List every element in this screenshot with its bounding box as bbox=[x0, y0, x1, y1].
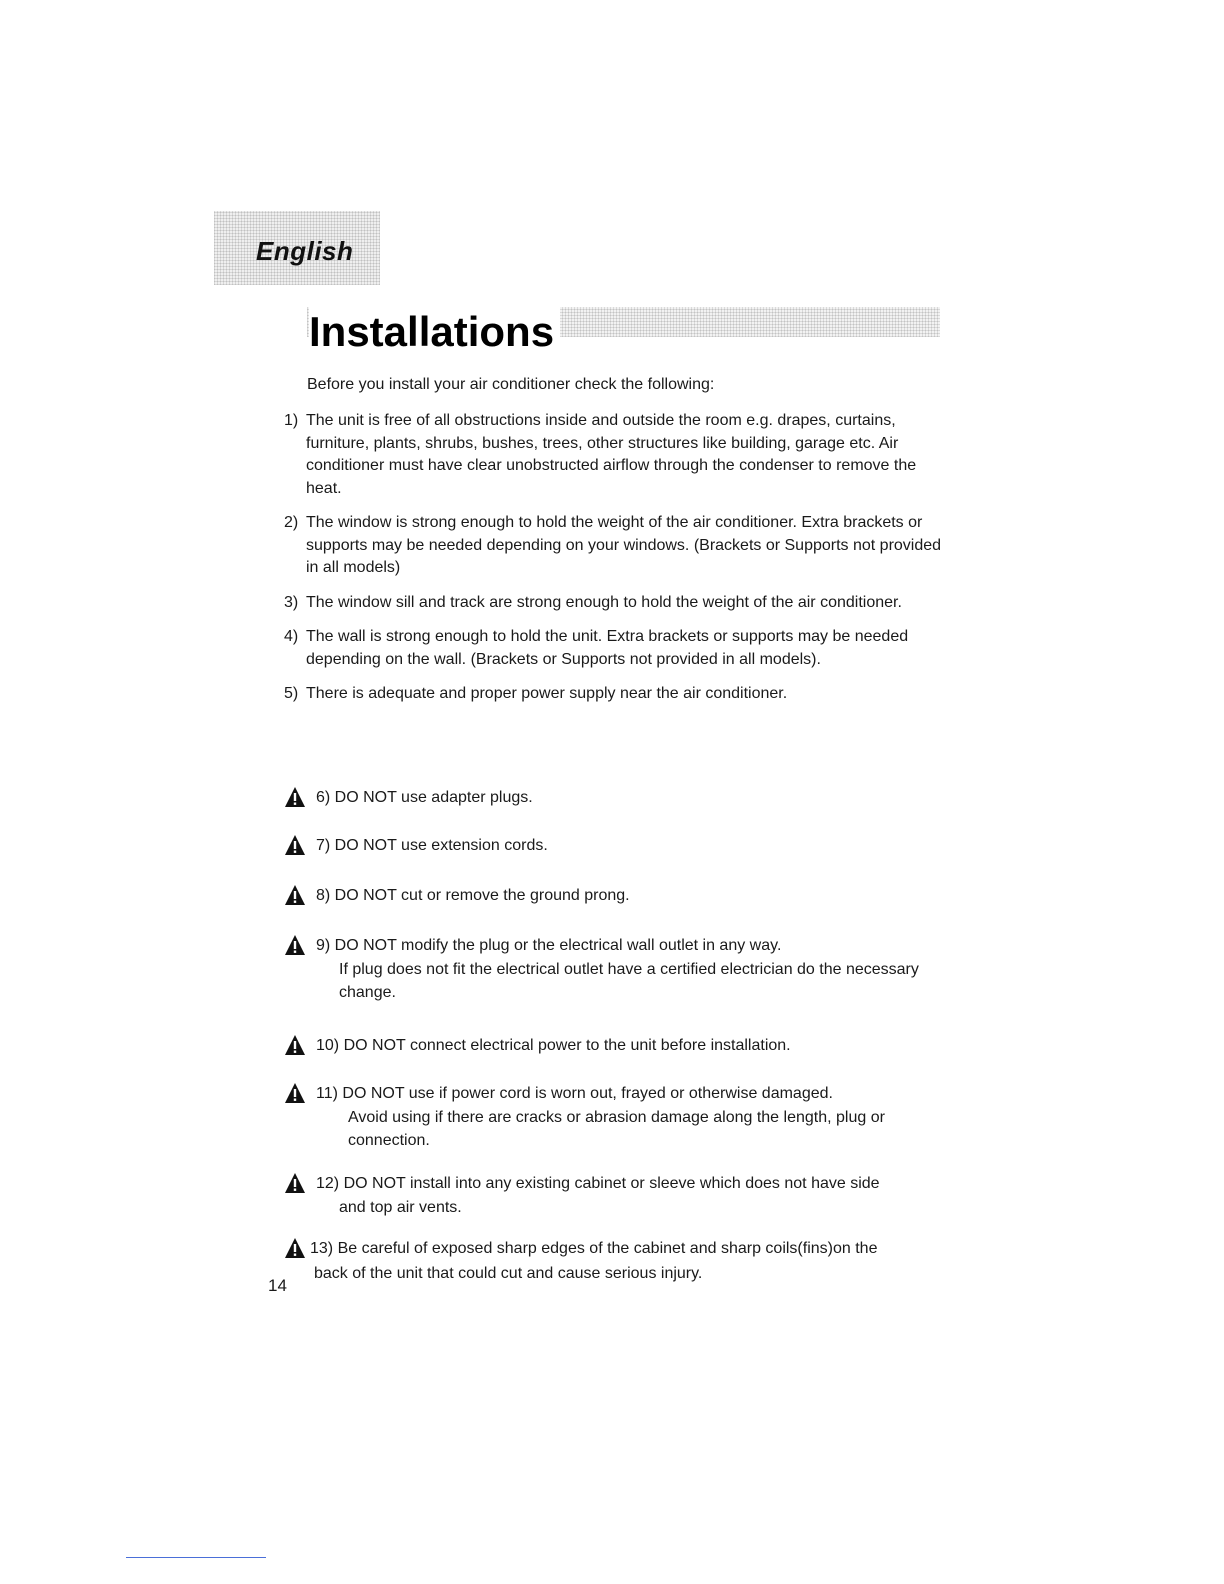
checklist-item-1 bbox=[284, 410, 944, 500]
warning-text: 12) DO NOT install into any existing cabinet or sleeve which does not have side bbox=[316, 1175, 880, 1192]
warning-triangle-icon bbox=[284, 834, 306, 856]
item-text: The window sill and track are strong enough to hold the weight of the air conditioner. bbox=[306, 593, 902, 611]
warning-text: 7) DO NOT use extension cords. bbox=[316, 837, 548, 854]
warning-triangle-icon bbox=[284, 1172, 306, 1194]
warning-triangle-icon bbox=[284, 1082, 306, 1104]
warning-text: 9) DO NOT modify the plug or the electrical wall outlet in any way. bbox=[316, 937, 782, 954]
item-text: There is adequate and proper power supply near the air conditioner. bbox=[306, 685, 788, 702]
warning-triangle-icon bbox=[284, 786, 306, 808]
warning-text: 10) DO NOT connect electrical power to the unit before installation. bbox=[316, 1037, 791, 1054]
warning-detail: back of the unit that could cut and cause serious injury. bbox=[314, 1265, 703, 1282]
warning-triangle-icon bbox=[284, 884, 306, 906]
warning-detail: Avoid using if there are cracks or abrasion damage along the length, plug or connection. bbox=[348, 1109, 885, 1149]
warning-triangle-icon bbox=[284, 934, 306, 956]
checklist-item-5 bbox=[284, 683, 944, 706]
item-text: The unit is free of all obstructions inside and outside the room e.g. drapes, curtains, furniture, plants, shrubs, bushes, trees, other structures like building, garage etc. Air conditioner must have clear unobstructed airflow through the condenser to remove the heat. bbox=[306, 412, 917, 497]
language-label: English bbox=[256, 236, 354, 266]
warning-triangle-icon bbox=[284, 1237, 306, 1259]
item-number: 4) bbox=[284, 628, 299, 645]
item-text: The wall is strong enough to hold the unit. Extra brackets or supports may be needed depending on the wall. (Brackets or Supports not provided in all models). bbox=[306, 628, 909, 668]
page-title: Installations bbox=[309, 306, 560, 358]
warning-text: 11) DO NOT use if power cord is worn out, frayed or otherwise damaged. bbox=[316, 1085, 833, 1102]
item-number: 5) bbox=[284, 685, 299, 702]
warning-triangle-icon bbox=[284, 1034, 306, 1056]
checklist-item-4 bbox=[284, 626, 944, 671]
language-tab bbox=[214, 211, 380, 285]
item-text: The window is strong enough to hold the weight of the air conditioner. Extra brackets or supports may be needed depending on your windows. (Brackets or Supports not provided in all models) bbox=[306, 514, 942, 576]
checklist bbox=[284, 410, 944, 718]
item-number: 3) bbox=[284, 593, 299, 611]
page-number: 14 bbox=[268, 1276, 287, 1295]
warning-detail: If plug does not fit the electrical outlet have a certified electrician do the necessary change. bbox=[339, 961, 919, 1001]
footer-rule bbox=[126, 1557, 266, 1558]
item-number: 2) bbox=[284, 514, 299, 531]
warning-detail: and top air vents. bbox=[339, 1199, 462, 1216]
warning-text: 13) Be careful of exposed sharp edges of the cabinet and sharp coils(fins)on the bbox=[310, 1240, 878, 1257]
warning-text: 8) DO NOT cut or remove the ground prong. bbox=[316, 887, 630, 904]
checklist-item-2 bbox=[284, 512, 944, 580]
warning-text: 6) DO NOT use adapter plugs. bbox=[316, 789, 533, 806]
item-number: 1) bbox=[284, 412, 299, 429]
checklist-item-3 bbox=[284, 592, 944, 615]
intro-text: Before you install your air conditioner check the following: bbox=[307, 376, 715, 393]
